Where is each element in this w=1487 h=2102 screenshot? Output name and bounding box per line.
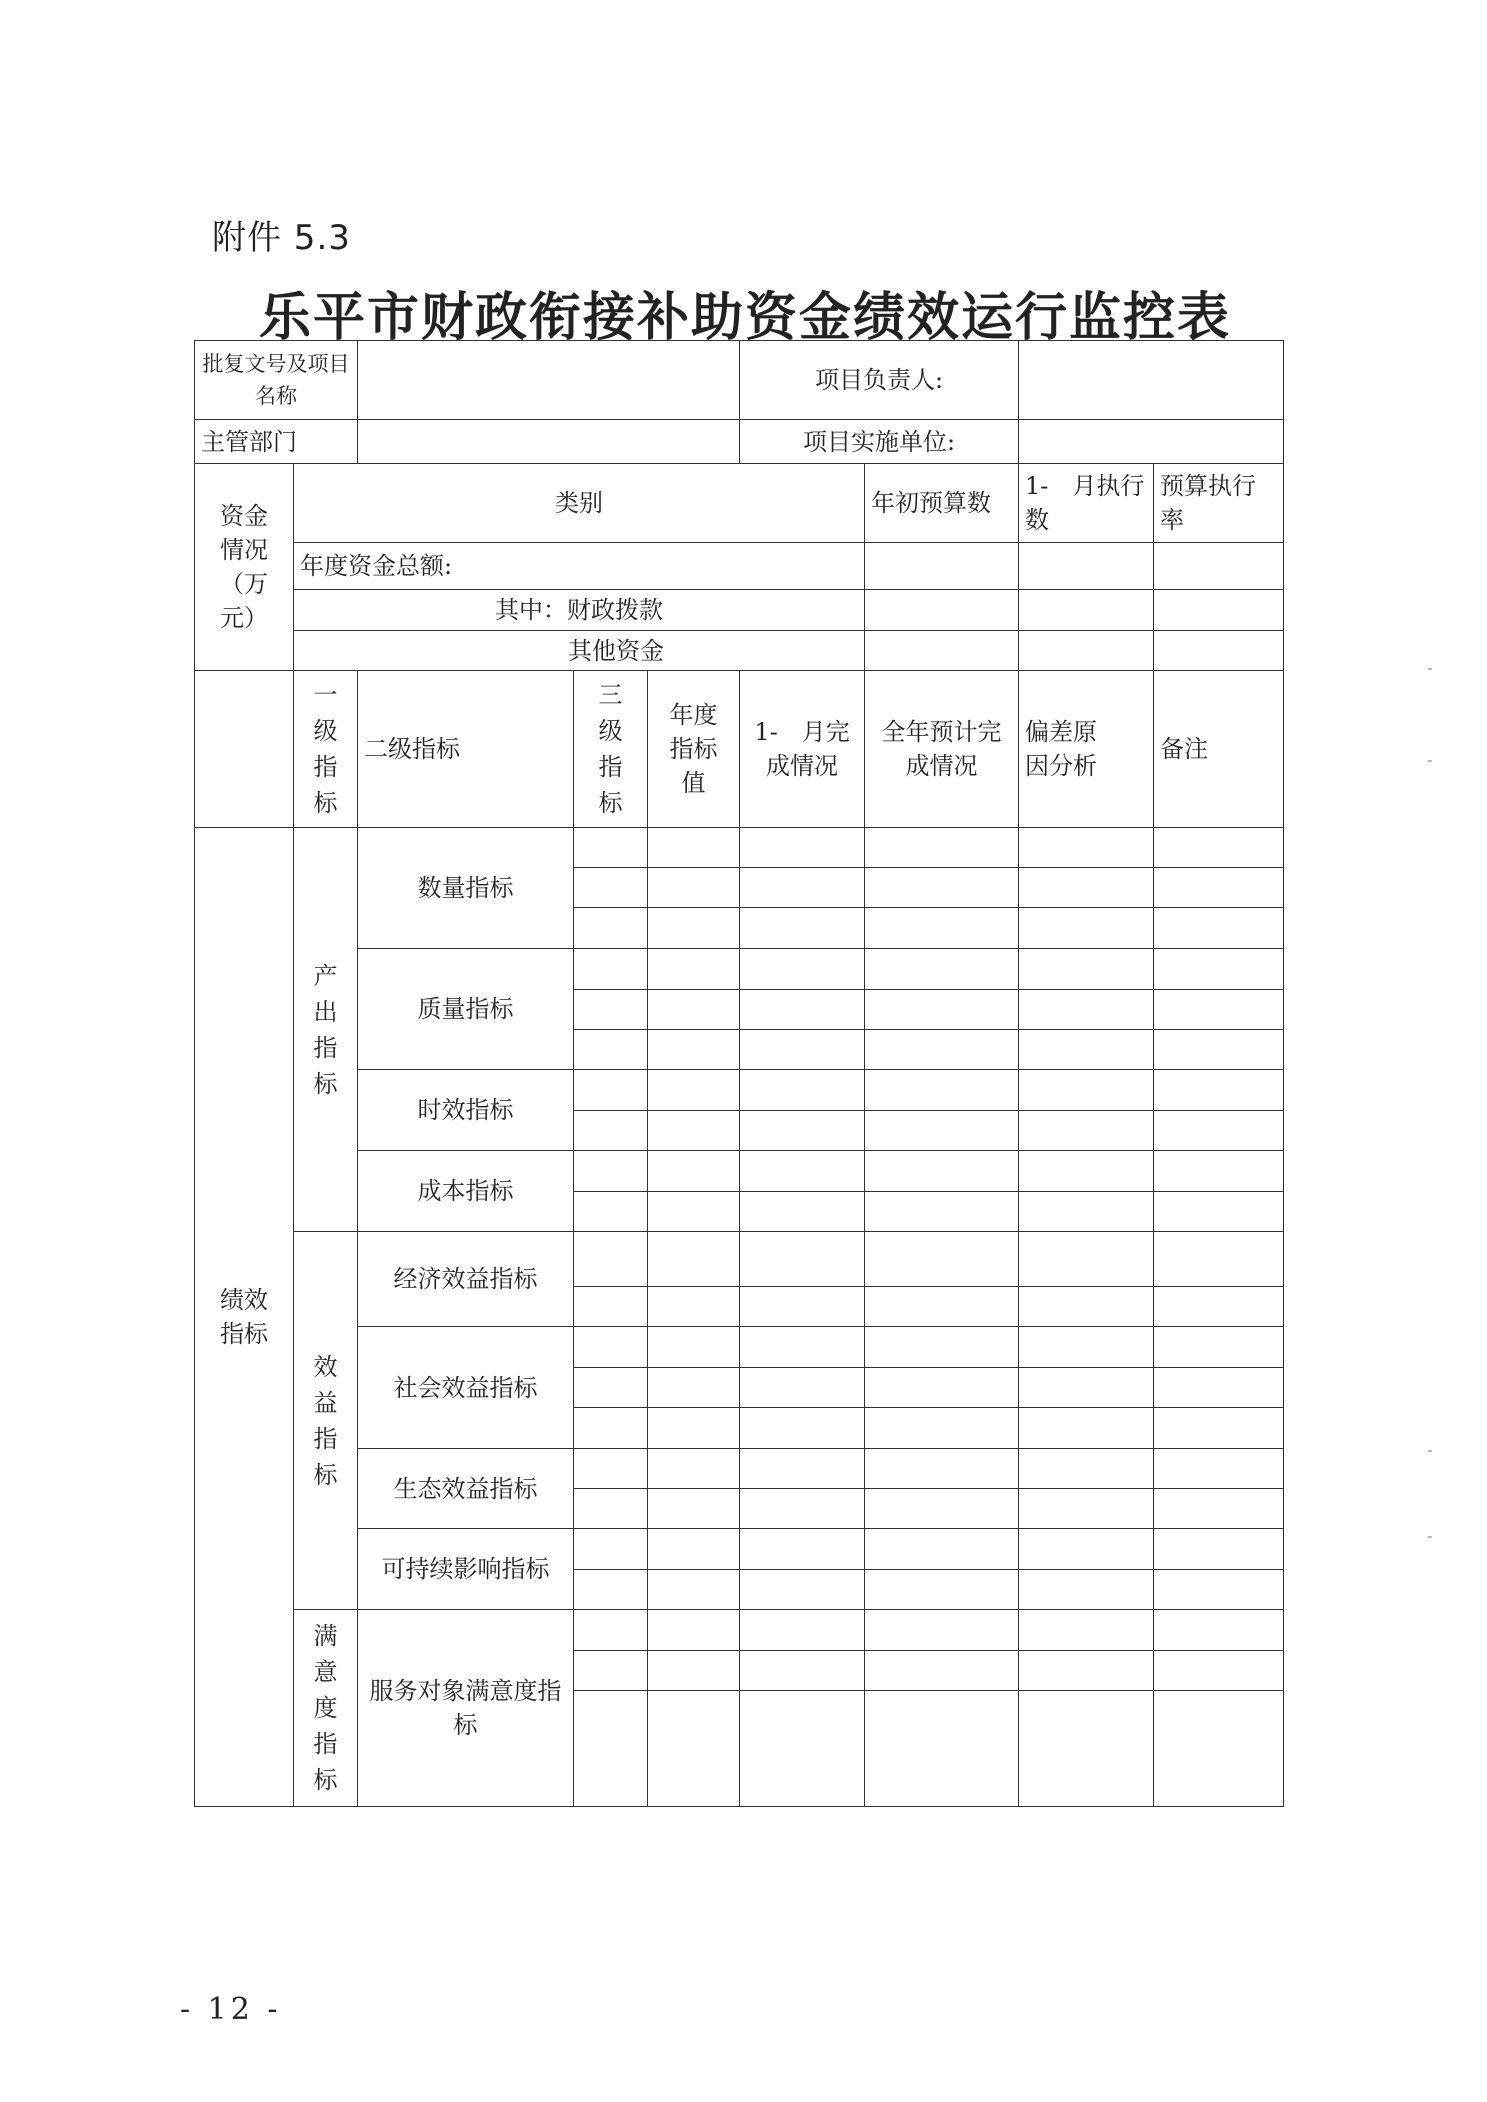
unit-label: 项目实施单位: — [740, 420, 1019, 464]
indicator-cell[interactable] — [1019, 1030, 1154, 1070]
indicator-cell[interactable] — [1154, 1070, 1284, 1111]
indicator-cell[interactable] — [648, 1232, 740, 1287]
indicator-row — [195, 1070, 1284, 1111]
indicator-cell[interactable] — [1019, 1232, 1154, 1287]
indicator-cell[interactable] — [1019, 868, 1154, 908]
header-remark: 备注 — [1154, 671, 1284, 828]
indicator-cell[interactable] — [865, 1489, 1019, 1529]
indicator-cell[interactable] — [1019, 1151, 1154, 1192]
indicator-cell[interactable] — [740, 1408, 865, 1449]
indicator-cell[interactable] — [574, 1610, 648, 1651]
indicator-cell[interactable] — [574, 1489, 648, 1529]
indicator-cell[interactable] — [574, 908, 648, 949]
funds-cell[interactable] — [865, 631, 1019, 671]
indicator-cell[interactable] — [574, 1408, 648, 1449]
indicator-cell[interactable] — [740, 908, 865, 949]
indicator-cell[interactable] — [1154, 1529, 1284, 1570]
indicator-cell[interactable] — [865, 949, 1019, 990]
indicator-cell[interactable] — [740, 1192, 865, 1232]
indicator-cell[interactable] — [740, 990, 865, 1030]
level1-indicator: 满意度指标 — [294, 1610, 358, 1807]
indicator-cell[interactable] — [1019, 1287, 1154, 1327]
indicator-cell[interactable] — [865, 990, 1019, 1030]
indicator-cell[interactable] — [1154, 1030, 1284, 1070]
indicator-cell[interactable] — [648, 1111, 740, 1151]
indicator-cell[interactable] — [740, 1449, 865, 1489]
funds-cell[interactable] — [1019, 543, 1154, 590]
indicator-cell[interactable] — [865, 1651, 1019, 1691]
indicator-cell[interactable] — [574, 1232, 648, 1287]
level2-indicator: 可持续影响指标 — [358, 1529, 574, 1610]
indicator-cell[interactable] — [1019, 1192, 1154, 1232]
indicator-cell[interactable] — [1019, 1368, 1154, 1408]
leader-label: 项目负责人: — [740, 341, 1019, 420]
approval-value[interactable] — [358, 341, 740, 420]
indicator-row — [195, 1529, 1284, 1570]
indicator-cell[interactable] — [1019, 1408, 1154, 1449]
indicator-cell[interactable] — [648, 1651, 740, 1691]
indicator-cell[interactable] — [1154, 990, 1284, 1030]
indicator-cell[interactable] — [1019, 1651, 1154, 1691]
indicator-cell[interactable] — [740, 1232, 865, 1287]
indicator-cell[interactable] — [865, 1408, 1019, 1449]
level1-indicator: 效益指标 — [294, 1232, 358, 1610]
indicator-cell[interactable] — [1019, 1570, 1154, 1610]
indicator-cell[interactable] — [574, 990, 648, 1030]
approval-label: 批复文号及项目名称 — [195, 341, 358, 420]
indicator-cell[interactable] — [574, 1691, 648, 1807]
indicator-cell[interactable] — [648, 868, 740, 908]
indicator-cell[interactable] — [740, 1327, 865, 1368]
indicator-cell[interactable] — [648, 1449, 740, 1489]
level2-indicator: 质量指标 — [358, 949, 574, 1070]
indicator-cell[interactable] — [1154, 1651, 1284, 1691]
indicator-cell[interactable] — [740, 1111, 865, 1151]
indicator-cell[interactable] — [1154, 1408, 1284, 1449]
indicator-cell[interactable] — [1019, 1327, 1154, 1368]
indicator-cell[interactable] — [574, 1449, 648, 1489]
indicator-cell[interactable] — [1019, 1691, 1154, 1807]
indicator-cell[interactable] — [648, 1070, 740, 1111]
indicator-cell[interactable] — [648, 990, 740, 1030]
indicator-cell[interactable] — [740, 1070, 865, 1111]
indicator-cell[interactable] — [1019, 1111, 1154, 1151]
indicator-cell[interactable] — [574, 1151, 648, 1192]
indicator-cell[interactable] — [574, 1651, 648, 1691]
indicator-cell[interactable] — [574, 1111, 648, 1151]
indicator-cell[interactable] — [1019, 908, 1154, 949]
indicator-cell[interactable] — [865, 1151, 1019, 1192]
indicator-cell[interactable] — [865, 1327, 1019, 1368]
funds-header-rate: 预算执行率 — [1154, 464, 1284, 543]
indicator-cell[interactable] — [1019, 1610, 1154, 1651]
indicator-cell[interactable] — [648, 1192, 740, 1232]
indicator-cell[interactable] — [865, 1449, 1019, 1489]
page-title: 乐平市财政衔接补助资金绩效运行监控表 — [258, 287, 1231, 348]
funds-row-other: 其他资金 — [294, 631, 865, 671]
leader-value[interactable] — [1019, 341, 1284, 420]
header-deviation: 偏差原因分析 — [1019, 671, 1154, 828]
indicator-cell[interactable] — [574, 828, 648, 868]
funds-label: 资金情况（万元） — [195, 464, 294, 671]
funds-cell[interactable] — [865, 590, 1019, 631]
indicator-cell[interactable] — [865, 1529, 1019, 1570]
scan-mark — [1428, 1536, 1432, 1538]
indicator-cell[interactable] — [574, 1070, 648, 1111]
indicator-cell[interactable] — [865, 1070, 1019, 1111]
funds-cell[interactable] — [1019, 631, 1154, 671]
indicator-cell[interactable] — [1154, 949, 1284, 990]
indicator-cell[interactable] — [1154, 1368, 1284, 1408]
dept-value[interactable] — [358, 420, 740, 464]
indicator-cell[interactable] — [1154, 868, 1284, 908]
indicator-cell[interactable] — [740, 828, 865, 868]
indicator-cell[interactable] — [648, 1368, 740, 1408]
level2-indicator: 服务对象满意度指标 — [358, 1610, 574, 1807]
attachment-label: 附件 5.3 — [212, 218, 351, 258]
indicator-cell[interactable] — [1154, 908, 1284, 949]
indicator-cell[interactable] — [1154, 1111, 1284, 1151]
indicator-cell[interactable] — [740, 949, 865, 990]
header-level2: 二级指标 — [358, 671, 574, 828]
indicator-cell[interactable] — [1019, 1529, 1154, 1570]
indicator-cell[interactable] — [740, 1610, 865, 1651]
indicator-cell[interactable] — [1154, 1287, 1284, 1327]
indicator-cell[interactable] — [740, 1529, 865, 1570]
indicator-cell[interactable] — [648, 1570, 740, 1610]
indicator-cell[interactable] — [865, 1287, 1019, 1327]
unit-value[interactable] — [1019, 420, 1284, 464]
indicator-cell[interactable] — [574, 1368, 648, 1408]
indicator-row — [195, 1449, 1284, 1489]
performance-indicator-label: 绩效指标 — [195, 828, 294, 1807]
indicator-cell[interactable] — [648, 1327, 740, 1368]
header-annual-value: 年度指标值 — [648, 671, 740, 828]
indicator-cell[interactable] — [1019, 828, 1154, 868]
indicator-cell[interactable] — [1154, 1232, 1284, 1287]
funds-header-executed: 1- 月执行数 — [1019, 464, 1154, 543]
indicator-cell[interactable] — [740, 1287, 865, 1327]
level2-indicator: 社会效益指标 — [358, 1327, 574, 1449]
indicator-cell[interactable] — [1154, 828, 1284, 868]
indicator-cell[interactable] — [574, 1287, 648, 1327]
indicator-cell[interactable] — [648, 1529, 740, 1570]
funds-row-fiscal: 其中：财政拨款 — [294, 590, 865, 631]
indicator-cell[interactable] — [740, 868, 865, 908]
indicator-cell[interactable] — [865, 908, 1019, 949]
indicator-cell[interactable] — [1019, 1449, 1154, 1489]
indicator-cell[interactable] — [1154, 1691, 1284, 1807]
indicator-cell[interactable] — [648, 1489, 740, 1529]
header-forecast: 全年预计完成情况 — [865, 671, 1019, 828]
indicator-cell[interactable] — [1019, 990, 1154, 1030]
indicator-cell[interactable] — [740, 1570, 865, 1610]
funds-header-category: 类别 — [294, 464, 865, 543]
indicator-cell[interactable] — [740, 1368, 865, 1408]
indicator-cell[interactable] — [648, 1287, 740, 1327]
funds-cell[interactable] — [865, 543, 1019, 590]
funds-cell[interactable] — [1154, 631, 1284, 671]
indicator-cell[interactable] — [1154, 1610, 1284, 1651]
header-level3: 三级指标 — [574, 671, 648, 828]
indicator-cell[interactable] — [1019, 1070, 1154, 1111]
header-level1: 一级指标 — [294, 671, 358, 828]
indicator-cell[interactable] — [1154, 1449, 1284, 1489]
indicator-cell[interactable] — [865, 1111, 1019, 1151]
indicator-cell[interactable] — [740, 1151, 865, 1192]
indicator-row — [195, 1327, 1284, 1368]
scan-mark — [1428, 668, 1432, 670]
funds-header-budget: 年初预算数 — [865, 464, 1019, 543]
monitoring-table — [194, 340, 1284, 1807]
page-number: - 12 - — [180, 1992, 282, 2027]
indicator-cell[interactable] — [865, 828, 1019, 868]
indicator-cell[interactable] — [648, 1691, 740, 1807]
indicator-cell[interactable] — [574, 1570, 648, 1610]
level2-indicator: 时效指标 — [358, 1070, 574, 1151]
indicator-cell[interactable] — [865, 1030, 1019, 1070]
indicator-cell[interactable] — [1154, 1192, 1284, 1232]
indicator-cell[interactable] — [865, 1368, 1019, 1408]
header-completion: 1- 月完成情况 — [740, 671, 865, 828]
indicator-row — [195, 828, 1284, 868]
indicator-cell[interactable] — [648, 1610, 740, 1651]
level2-indicator: 成本指标 — [358, 1151, 574, 1232]
indicator-cell[interactable] — [574, 1192, 648, 1232]
indicator-cell[interactable] — [574, 1327, 648, 1368]
scan-mark — [1428, 1450, 1432, 1452]
indicator-cell[interactable] — [865, 1232, 1019, 1287]
level1-indicator: 产出指标 — [294, 828, 358, 1232]
indicator-cell[interactable] — [1154, 1489, 1284, 1529]
level2-indicator: 生态效益指标 — [358, 1449, 574, 1529]
indicator-cell[interactable] — [740, 1489, 865, 1529]
indicator-cell[interactable] — [574, 1529, 648, 1570]
indicator-cell[interactable] — [648, 908, 740, 949]
indicator-cell[interactable] — [574, 1030, 648, 1070]
funds-row-total: 年度资金总额: — [294, 543, 865, 590]
indicator-row — [195, 1610, 1284, 1651]
indicator-row — [195, 1151, 1284, 1192]
indicator-cell[interactable] — [865, 1192, 1019, 1232]
indicator-cell[interactable] — [1019, 1489, 1154, 1529]
indicator-cell[interactable] — [648, 949, 740, 990]
indicator-cell[interactable] — [1154, 1151, 1284, 1192]
indicator-cell[interactable] — [1154, 1327, 1284, 1368]
funds-cell[interactable] — [1019, 590, 1154, 631]
indicator-cell[interactable] — [865, 1610, 1019, 1651]
indicator-cell[interactable] — [574, 949, 648, 990]
indicator-cell[interactable] — [865, 1691, 1019, 1807]
indicator-cell[interactable] — [740, 1691, 865, 1807]
indicator-cell[interactable] — [1154, 1570, 1284, 1610]
indicator-cell[interactable] — [648, 828, 740, 868]
funds-cell[interactable] — [1154, 590, 1284, 631]
indicator-row — [195, 1232, 1284, 1287]
indicator-cell[interactable] — [865, 868, 1019, 908]
level2-indicator: 经济效益指标 — [358, 1232, 574, 1327]
indicator-cell[interactable] — [740, 1030, 865, 1070]
indicator-cell[interactable] — [1019, 949, 1154, 990]
indicator-cell[interactable] — [865, 1570, 1019, 1610]
indicator-row — [195, 949, 1284, 990]
indicator-cell[interactable] — [574, 868, 648, 908]
indicator-cell[interactable] — [648, 1408, 740, 1449]
level2-indicator: 数量指标 — [358, 828, 574, 949]
indicator-cell[interactable] — [648, 1030, 740, 1070]
header-blank — [195, 671, 294, 828]
indicator-cell[interactable] — [648, 1151, 740, 1192]
scan-mark — [1428, 760, 1432, 762]
dept-label: 主管部门 — [195, 420, 358, 464]
funds-cell[interactable] — [1154, 543, 1284, 590]
indicator-cell[interactable] — [740, 1651, 865, 1691]
